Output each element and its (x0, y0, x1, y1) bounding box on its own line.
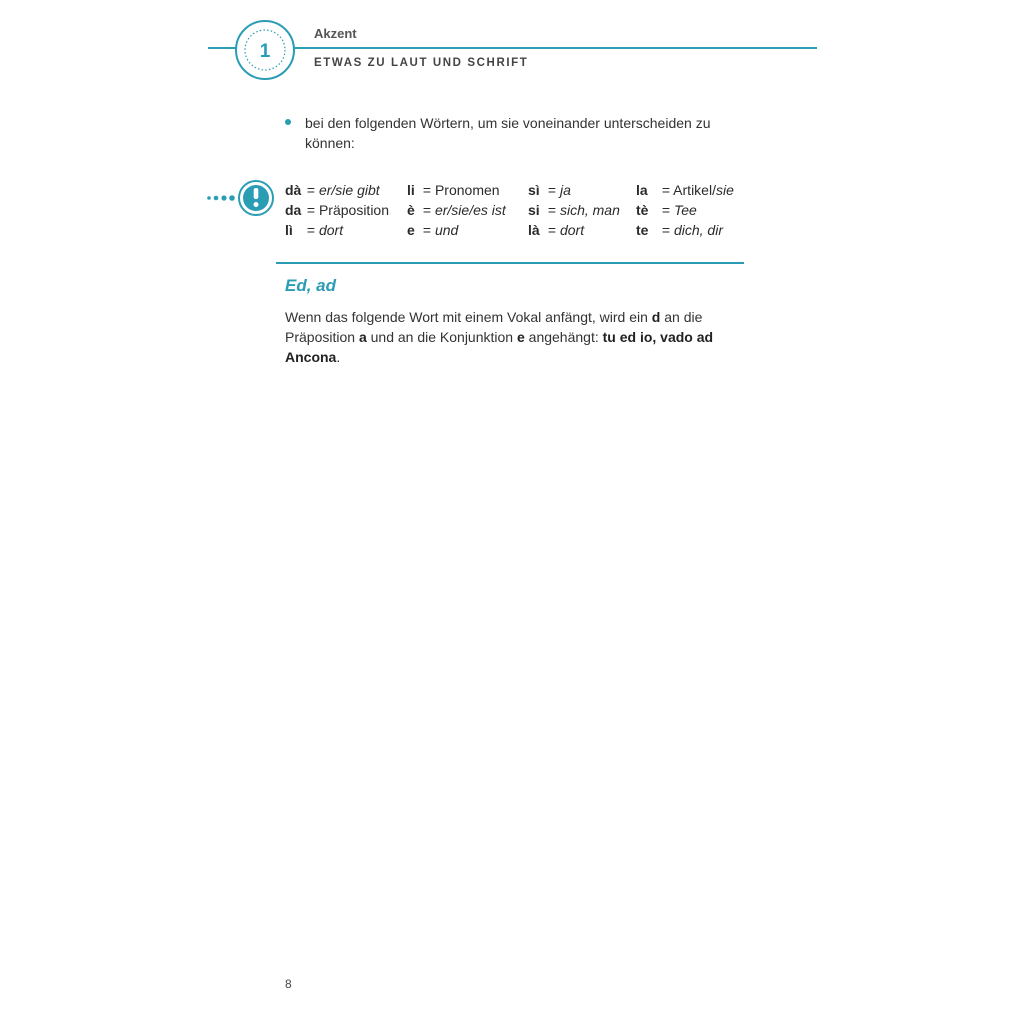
word: e (407, 222, 415, 238)
meaning: = dich, dir (661, 222, 723, 238)
word: te (636, 222, 649, 238)
chapter-subtitle: ETWAS ZU LAUT UND SCHRIFT (314, 57, 529, 69)
table-cell (285, 180, 380, 200)
chapter-title: Akzent (314, 26, 357, 41)
word: li (407, 182, 415, 198)
header-rule (208, 47, 817, 49)
table-cell (407, 180, 500, 200)
meaning: = ja (547, 182, 571, 198)
meaning: = und (422, 222, 459, 238)
word: da (285, 202, 302, 218)
table-cell (636, 200, 697, 220)
word: la (636, 182, 648, 198)
meaning: = er/sie/es ist (422, 202, 506, 218)
bullet-text: bei den folgenden Wörtern, um sie voneinander unterscheiden zu können: (305, 115, 711, 151)
table-cell (528, 200, 620, 220)
meaning: = sich, man (547, 202, 620, 218)
table-cell (407, 220, 458, 240)
word: lì (285, 222, 293, 238)
chapter-number: 1 (259, 41, 271, 62)
word: sì (528, 182, 540, 198)
meaning: = dort (547, 222, 585, 238)
meaning: = Pronomen (422, 182, 500, 198)
exclamation-icon (206, 179, 276, 217)
table-cell (636, 220, 723, 240)
table-cell (407, 200, 506, 220)
section-divider (276, 262, 744, 264)
table-cell (636, 180, 734, 200)
page-number: 8 (285, 977, 292, 991)
meaning: = Tee (661, 202, 697, 218)
section-title: Ed, ad (285, 276, 337, 295)
table-cell (528, 180, 571, 200)
word: tè (636, 202, 649, 218)
section-paragraph: Wenn das folgende Wort mit einem Vokal anfängt, wird ein d an die Präposition a und an die Konjunktion e angehängt: tu ed io, vado ad Ancona. (285, 309, 714, 365)
bullet-icon (285, 119, 291, 125)
chapter-badge (234, 19, 296, 81)
meaning: = Artikel/sie (661, 182, 734, 198)
word: è (407, 202, 415, 218)
meaning: = Präposition (306, 202, 389, 218)
word: là (528, 222, 540, 238)
table-cell (285, 220, 343, 240)
word: si (528, 202, 540, 218)
meaning: = er/sie gibt (306, 182, 380, 198)
word: dà (285, 182, 302, 198)
table-cell (528, 220, 584, 240)
table-cell (285, 200, 389, 220)
meaning: = dort (306, 222, 344, 238)
